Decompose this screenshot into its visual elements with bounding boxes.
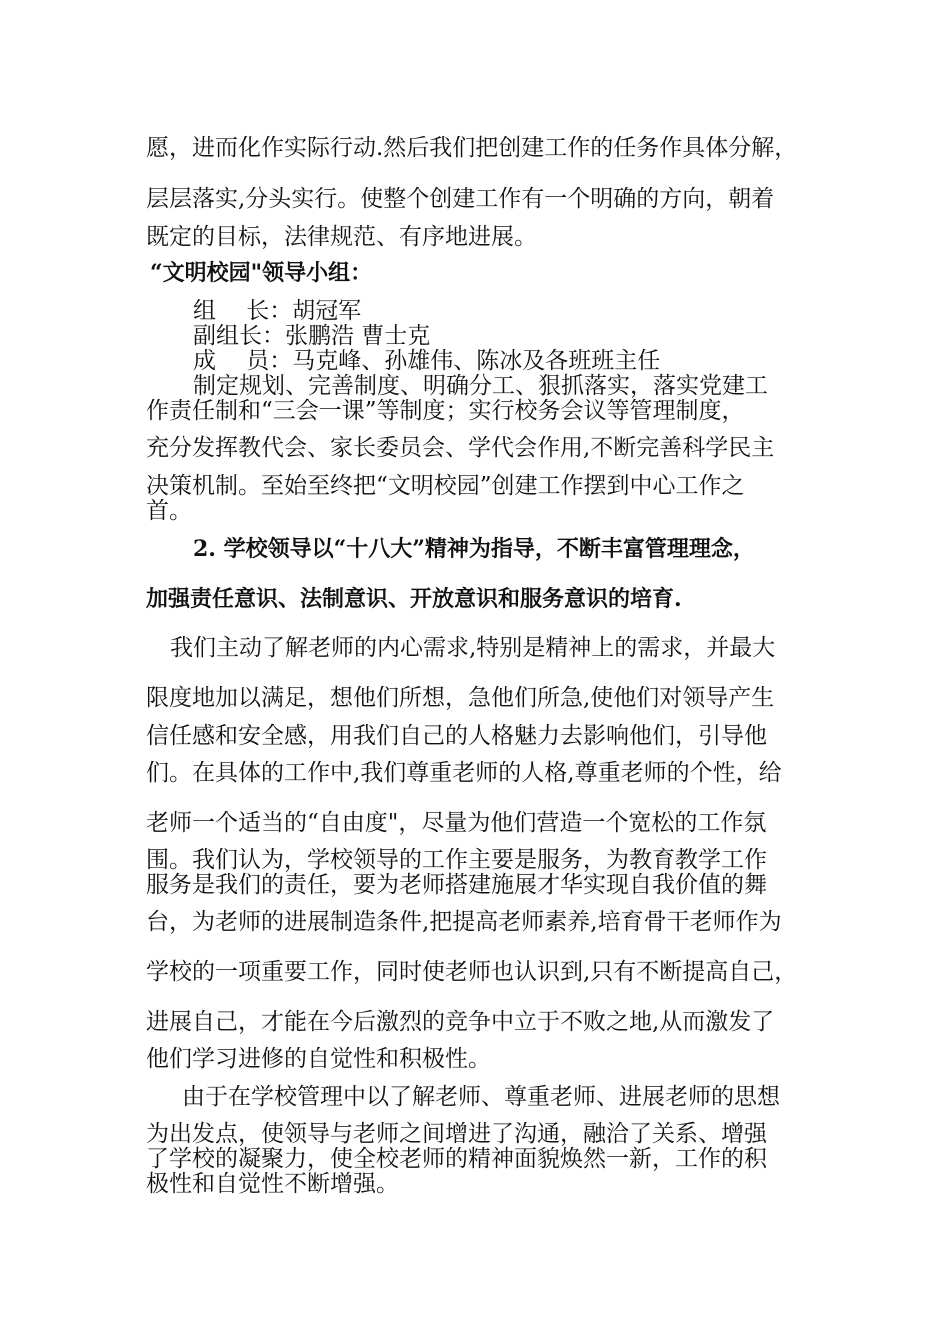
text-line: 了学校的凝聚力，使全校老师的精神面貌焕然一新，工作的积 xyxy=(146,1146,767,1172)
text-line: 服务是我们的责任，要为老师搭建施展才华实现自我价值的舞 xyxy=(146,872,767,898)
text-line: 信任感和安全感，用我们自己的人格魅力去影响他们，引导他 xyxy=(146,723,767,749)
text-line: 决策机制。至始至终把“文明校园”创建工作摆到中心工作之 xyxy=(146,473,745,499)
text-line: 限度地加以满足，想他们所想，急他们所急,使他们对领导产生 xyxy=(146,685,775,711)
text-line: 既定的目标，法律规范、有序地进展。 xyxy=(146,224,537,250)
text-line: 们。在具体的工作中,我们尊重老师的人格,尊重老师的个性，给 xyxy=(146,760,782,786)
text-line: 由于在学校管理中以了解老师、尊重老师、进展老师的思想 xyxy=(182,1084,780,1110)
section-heading: 2. 学校领导以“十八大”精神为指导，不断丰富管理理念， xyxy=(193,536,755,562)
text-line: 组 长：胡冠军 xyxy=(193,298,362,324)
text-line: 围。我们认为，学校领导的工作主要是服务，为教育教学工作 xyxy=(146,847,767,873)
text-line: 为出发点，使领导与老师之间增进了沟通，融洽了关系、增强 xyxy=(146,1121,767,1147)
text-line: 学校的一项重要工作，同时使老师也认识到,只有不断提高自己， xyxy=(146,959,798,985)
text-line: 他们学习进修的自觉性和积极性。 xyxy=(146,1046,491,1072)
text-line: 成 员：马克峰、孙雄伟、陈冰及各班班主任 xyxy=(193,348,661,374)
text-line: 老师一个适当的“自由度"，尽量为他们营造一个宽松的工作氛 xyxy=(146,810,767,836)
text-line: 愿，进而化作实际行动.然后我们把创建工作的任务作具体分解， xyxy=(146,135,798,161)
text-line: 充分发挥教代会、家长委员会、学代会作用,不断完善科学民主 xyxy=(146,435,775,461)
text-line: 层层落实,分头实行。使整个创建工作有一个明确的方向，朝着 xyxy=(146,186,775,212)
text-line: 我们主动了解老师的内心需求,特别是精神上的需求，并最大 xyxy=(170,635,776,661)
section-heading: 加强责任意识、法制意识、开放意识和服务意识的培育. xyxy=(146,586,682,612)
text-line: 台，为老师的进展制造条件,把提高老师素养,培育骨干老师作为 xyxy=(146,909,782,935)
text-line: 进展自己，才能在今后激烈的竞争中立于不败之地,从而激发了 xyxy=(146,1009,775,1035)
text-line: 副组长：张鹏浩 曹士克 xyxy=(193,323,431,349)
section-heading: “文明校园"领导小组： xyxy=(150,260,373,286)
text-line: 极性和自觉性不断增强。 xyxy=(146,1171,399,1197)
text-line: 作责任制和“三会一课”等制度；实行校务会议等管理制度， xyxy=(146,398,745,424)
text-line: 制定规划、完善制度、明确分工、狠抓落实，落实党建工 xyxy=(193,373,768,399)
text-line: 首。 xyxy=(146,498,192,524)
